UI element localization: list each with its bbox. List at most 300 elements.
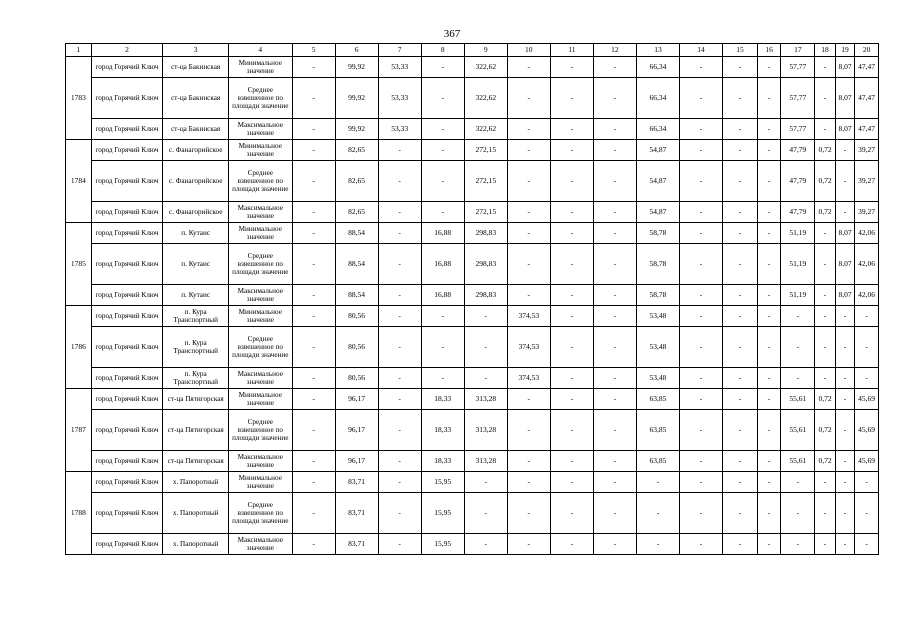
value-cell: 272,15: [464, 202, 507, 223]
value-cell: 272,15: [464, 161, 507, 202]
row-number: 1787: [66, 389, 92, 472]
value-cell: -: [815, 534, 836, 555]
value-cell: 15,95: [421, 472, 464, 493]
value-cell: -: [835, 472, 854, 493]
settlement-cell: п. Кура Транспортный: [163, 368, 229, 389]
value-cell: 82,65: [335, 161, 378, 202]
value-cell: -: [593, 493, 636, 534]
header-row: [66, 44, 879, 57]
value-cell: -: [292, 285, 335, 306]
table-row: [66, 244, 879, 285]
value-cell: 47,47: [855, 57, 879, 78]
value-cell: -: [781, 472, 815, 493]
value-cell: -: [723, 472, 758, 493]
municipality-cell: город Горячий Ключ: [91, 306, 163, 327]
value-cell: 8,07: [835, 119, 854, 140]
value-cell: -: [757, 410, 781, 451]
value-cell: -: [679, 306, 722, 327]
value-cell: -: [757, 534, 781, 555]
row-number: 1784: [66, 140, 92, 223]
municipality-cell: город Горячий Ключ: [91, 368, 163, 389]
value-cell: -: [723, 534, 758, 555]
value-cell: -: [507, 285, 550, 306]
value-cell: -: [292, 244, 335, 285]
value-cell: 47,47: [855, 78, 879, 119]
value-cell: -: [292, 534, 335, 555]
value-cell: -: [593, 472, 636, 493]
value-cell: -: [855, 493, 879, 534]
value-cell: -: [679, 534, 722, 555]
column-header: 6: [335, 44, 378, 57]
table-row: [66, 140, 879, 161]
value-type-cell: Максимальное значение: [228, 119, 292, 140]
settlement-cell: п. Кутаис: [163, 285, 229, 306]
value-type-cell: Среднее взвешенное по площади значение: [228, 161, 292, 202]
value-cell: -: [835, 161, 854, 202]
value-cell: -: [593, 327, 636, 368]
value-cell: 80,56: [335, 327, 378, 368]
municipality-cell: город Горячий Ключ: [91, 327, 163, 368]
column-header: 3: [163, 44, 229, 57]
value-cell: -: [421, 202, 464, 223]
value-cell: 42,06: [855, 223, 879, 244]
value-cell: 0,72: [815, 410, 836, 451]
value-type-cell: Минимальное значение: [228, 57, 292, 78]
value-cell: 53,33: [378, 78, 421, 119]
value-cell: -: [507, 534, 550, 555]
value-cell: -: [757, 161, 781, 202]
table-row: [66, 57, 879, 78]
municipality-cell: город Горячий Ключ: [91, 140, 163, 161]
value-cell: -: [550, 140, 593, 161]
value-cell: -: [593, 306, 636, 327]
municipality-cell: город Горячий Ключ: [91, 389, 163, 410]
value-cell: -: [507, 140, 550, 161]
value-cell: 82,65: [335, 140, 378, 161]
value-cell: -: [593, 119, 636, 140]
value-cell: 88,54: [335, 285, 378, 306]
value-cell: -: [464, 368, 507, 389]
value-cell: 88,54: [335, 244, 378, 285]
value-cell: -: [636, 534, 679, 555]
settlement-cell: п. Кутаис: [163, 223, 229, 244]
table-row: [66, 410, 879, 451]
value-cell: 63,85: [636, 389, 679, 410]
value-cell: 0,72: [815, 161, 836, 202]
value-cell: -: [855, 534, 879, 555]
municipality-cell: город Горячий Ключ: [91, 451, 163, 472]
value-cell: -: [723, 410, 758, 451]
value-cell: -: [723, 223, 758, 244]
value-cell: -: [815, 306, 836, 327]
value-cell: -: [815, 472, 836, 493]
value-cell: -: [835, 368, 854, 389]
value-cell: -: [421, 140, 464, 161]
value-type-cell: Минимальное значение: [228, 472, 292, 493]
value-cell: -: [679, 244, 722, 285]
value-cell: -: [292, 161, 335, 202]
value-cell: 55,61: [781, 451, 815, 472]
value-cell: -: [679, 493, 722, 534]
value-cell: 63,85: [636, 451, 679, 472]
value-cell: -: [757, 327, 781, 368]
value-cell: 83,71: [335, 534, 378, 555]
value-cell: 15,95: [421, 534, 464, 555]
value-cell: 66,34: [636, 119, 679, 140]
value-cell: 45,69: [855, 389, 879, 410]
value-cell: -: [835, 202, 854, 223]
value-cell: -: [723, 306, 758, 327]
value-cell: -: [815, 368, 836, 389]
value-cell: 374,53: [507, 306, 550, 327]
value-cell: -: [723, 493, 758, 534]
value-cell: 57,77: [781, 78, 815, 119]
value-cell: 16,88: [421, 223, 464, 244]
value-cell: 0,72: [815, 202, 836, 223]
value-cell: -: [679, 451, 722, 472]
settlement-cell: ст-ца Пятигорская: [163, 410, 229, 451]
value-cell: -: [757, 493, 781, 534]
value-cell: -: [679, 410, 722, 451]
value-cell: 96,17: [335, 410, 378, 451]
value-cell: 53,48: [636, 368, 679, 389]
value-cell: 47,47: [855, 119, 879, 140]
value-cell: -: [378, 202, 421, 223]
table-row: [66, 161, 879, 202]
value-cell: -: [781, 368, 815, 389]
data-table: [65, 43, 879, 555]
value-cell: 63,85: [636, 410, 679, 451]
value-cell: -: [550, 534, 593, 555]
value-cell: -: [421, 368, 464, 389]
value-cell: -: [855, 306, 879, 327]
municipality-cell: город Горячий Ключ: [91, 57, 163, 78]
value-cell: -: [292, 493, 335, 534]
column-header: 5: [292, 44, 335, 57]
column-header: 8: [421, 44, 464, 57]
value-cell: -: [507, 451, 550, 472]
value-cell: 51,19: [781, 223, 815, 244]
value-cell: 18,33: [421, 451, 464, 472]
municipality-cell: город Горячий Ключ: [91, 410, 163, 451]
value-cell: -: [679, 223, 722, 244]
value-cell: -: [593, 202, 636, 223]
value-cell: -: [378, 306, 421, 327]
value-cell: -: [815, 78, 836, 119]
value-cell: 313,28: [464, 410, 507, 451]
value-cell: -: [815, 57, 836, 78]
value-cell: 47,79: [781, 202, 815, 223]
value-cell: -: [464, 472, 507, 493]
value-cell: -: [679, 368, 722, 389]
value-cell: -: [757, 223, 781, 244]
value-cell: -: [636, 472, 679, 493]
table-row: [66, 119, 879, 140]
value-type-cell: Минимальное значение: [228, 389, 292, 410]
value-cell: -: [593, 57, 636, 78]
value-cell: -: [855, 368, 879, 389]
value-cell: 0,72: [815, 389, 836, 410]
column-header: 2: [91, 44, 163, 57]
settlement-cell: п. Кура Транспортный: [163, 306, 229, 327]
value-cell: -: [507, 202, 550, 223]
value-cell: 54,87: [636, 161, 679, 202]
row-number: 1783: [66, 57, 92, 140]
settlement-cell: ст-ца Бакинская: [163, 57, 229, 78]
column-header: 12: [593, 44, 636, 57]
value-cell: -: [550, 223, 593, 244]
value-cell: 313,28: [464, 389, 507, 410]
value-cell: 0,72: [815, 140, 836, 161]
value-type-cell: Минимальное значение: [228, 223, 292, 244]
value-cell: -: [593, 244, 636, 285]
value-cell: 322,62: [464, 78, 507, 119]
value-cell: -: [815, 327, 836, 368]
value-cell: 55,61: [781, 410, 815, 451]
value-cell: -: [550, 244, 593, 285]
column-header: 1: [66, 44, 92, 57]
value-cell: 57,77: [781, 119, 815, 140]
value-cell: -: [550, 78, 593, 119]
value-cell: -: [815, 119, 836, 140]
municipality-cell: город Горячий Ключ: [91, 119, 163, 140]
value-cell: -: [679, 327, 722, 368]
value-cell: -: [781, 327, 815, 368]
column-header: 10: [507, 44, 550, 57]
value-cell: 53,48: [636, 327, 679, 368]
value-cell: -: [550, 410, 593, 451]
value-cell: -: [593, 389, 636, 410]
value-type-cell: Среднее взвешенное по площади значение: [228, 78, 292, 119]
value-cell: -: [421, 306, 464, 327]
value-cell: -: [679, 140, 722, 161]
row-number: 1785: [66, 223, 92, 306]
value-cell: -: [378, 534, 421, 555]
value-cell: -: [815, 223, 836, 244]
value-cell: 83,71: [335, 493, 378, 534]
value-cell: 57,77: [781, 57, 815, 78]
value-cell: -: [550, 493, 593, 534]
value-cell: -: [723, 161, 758, 202]
value-cell: 45,69: [855, 451, 879, 472]
value-cell: 53,33: [378, 119, 421, 140]
value-cell: -: [507, 223, 550, 244]
settlement-cell: с. Фанагорийское: [163, 202, 229, 223]
column-header: 16: [757, 44, 781, 57]
value-cell: 54,87: [636, 202, 679, 223]
value-cell: -: [550, 451, 593, 472]
value-type-cell: Максимальное значение: [228, 202, 292, 223]
value-cell: -: [292, 389, 335, 410]
value-cell: 0,72: [815, 451, 836, 472]
value-cell: -: [507, 78, 550, 119]
value-cell: 18,33: [421, 410, 464, 451]
value-cell: -: [757, 472, 781, 493]
value-type-cell: Среднее взвешенное по площади значение: [228, 410, 292, 451]
value-cell: -: [378, 285, 421, 306]
value-cell: -: [757, 78, 781, 119]
value-cell: -: [292, 202, 335, 223]
value-cell: -: [378, 244, 421, 285]
value-cell: -: [757, 244, 781, 285]
value-cell: 8,07: [835, 244, 854, 285]
column-header: 4: [228, 44, 292, 57]
settlement-cell: ст-ца Пятигорская: [163, 389, 229, 410]
value-cell: 66,34: [636, 78, 679, 119]
value-type-cell: Среднее взвешенное по площади значение: [228, 493, 292, 534]
table-row: [66, 472, 879, 493]
settlement-cell: п. Кутаис: [163, 244, 229, 285]
value-cell: -: [593, 161, 636, 202]
value-cell: -: [507, 57, 550, 78]
value-cell: -: [757, 368, 781, 389]
municipality-cell: город Горячий Ключ: [91, 223, 163, 244]
column-header: 17: [781, 44, 815, 57]
value-cell: -: [292, 368, 335, 389]
value-cell: -: [781, 534, 815, 555]
value-cell: 15,95: [421, 493, 464, 534]
value-cell: -: [550, 368, 593, 389]
value-cell: -: [593, 534, 636, 555]
value-cell: -: [781, 493, 815, 534]
municipality-cell: город Горячий Ключ: [91, 78, 163, 119]
value-cell: 322,62: [464, 57, 507, 78]
value-cell: 99,92: [335, 119, 378, 140]
value-cell: -: [378, 451, 421, 472]
value-type-cell: Максимальное значение: [228, 451, 292, 472]
value-cell: -: [550, 327, 593, 368]
value-cell: 96,17: [335, 389, 378, 410]
value-cell: -: [464, 534, 507, 555]
table-row: [66, 327, 879, 368]
municipality-cell: город Горячий Ключ: [91, 534, 163, 555]
value-type-cell: Минимальное значение: [228, 306, 292, 327]
column-header: 20: [855, 44, 879, 57]
value-cell: -: [679, 389, 722, 410]
column-header: 7: [378, 44, 421, 57]
value-cell: -: [550, 285, 593, 306]
value-cell: 47,79: [781, 140, 815, 161]
value-type-cell: Минимальное значение: [228, 140, 292, 161]
value-cell: -: [815, 285, 836, 306]
value-cell: -: [593, 285, 636, 306]
value-cell: 298,83: [464, 223, 507, 244]
value-type-cell: Среднее взвешенное по площади значение: [228, 244, 292, 285]
value-cell: 39,27: [855, 161, 879, 202]
table-row: [66, 285, 879, 306]
value-cell: -: [507, 389, 550, 410]
value-cell: -: [679, 202, 722, 223]
value-cell: -: [723, 57, 758, 78]
settlement-cell: с. Фанагорийское: [163, 161, 229, 202]
municipality-cell: город Горячий Ключ: [91, 244, 163, 285]
value-cell: 53,33: [378, 57, 421, 78]
value-cell: -: [593, 223, 636, 244]
value-cell: -: [815, 244, 836, 285]
value-cell: -: [757, 57, 781, 78]
column-header: 15: [723, 44, 758, 57]
value-cell: -: [421, 57, 464, 78]
value-cell: 66,34: [636, 57, 679, 78]
column-header: 19: [835, 44, 854, 57]
value-cell: -: [507, 119, 550, 140]
value-cell: -: [593, 78, 636, 119]
value-cell: 8,07: [835, 57, 854, 78]
value-cell: -: [550, 389, 593, 410]
value-cell: 99,92: [335, 57, 378, 78]
value-cell: -: [679, 472, 722, 493]
value-cell: -: [855, 472, 879, 493]
settlement-cell: х. Папоротный: [163, 472, 229, 493]
value-cell: 96,17: [335, 451, 378, 472]
value-cell: 322,62: [464, 119, 507, 140]
value-cell: -: [550, 202, 593, 223]
value-cell: -: [835, 534, 854, 555]
value-cell: -: [723, 451, 758, 472]
value-cell: -: [757, 119, 781, 140]
value-cell: 58,78: [636, 223, 679, 244]
value-cell: -: [378, 327, 421, 368]
value-cell: 54,87: [636, 140, 679, 161]
column-header: 18: [815, 44, 836, 57]
value-cell: 8,07: [835, 78, 854, 119]
value-cell: 82,65: [335, 202, 378, 223]
value-cell: -: [378, 493, 421, 534]
value-cell: -: [421, 161, 464, 202]
value-cell: 53,48: [636, 306, 679, 327]
value-cell: 39,27: [855, 140, 879, 161]
value-cell: 8,07: [835, 285, 854, 306]
value-cell: -: [835, 327, 854, 368]
table-row: [66, 202, 879, 223]
value-cell: -: [507, 493, 550, 534]
page-number: 367: [443, 28, 461, 40]
value-cell: -: [723, 140, 758, 161]
value-cell: 80,56: [335, 368, 378, 389]
row-number: 1786: [66, 306, 92, 389]
value-cell: -: [835, 493, 854, 534]
value-cell: 272,15: [464, 140, 507, 161]
value-cell: 45,69: [855, 410, 879, 451]
value-cell: -: [679, 57, 722, 78]
value-cell: -: [757, 285, 781, 306]
value-cell: -: [679, 285, 722, 306]
value-cell: 58,78: [636, 285, 679, 306]
value-cell: -: [421, 119, 464, 140]
value-cell: -: [636, 493, 679, 534]
value-cell: -: [593, 410, 636, 451]
table-row: [66, 493, 879, 534]
value-cell: -: [507, 244, 550, 285]
table-row: [66, 78, 879, 119]
value-cell: -: [757, 202, 781, 223]
value-cell: -: [292, 223, 335, 244]
settlement-cell: х. Папоротный: [163, 534, 229, 555]
value-cell: 47,79: [781, 161, 815, 202]
value-cell: -: [550, 306, 593, 327]
value-cell: -: [421, 327, 464, 368]
value-cell: -: [723, 368, 758, 389]
value-cell: 88,54: [335, 223, 378, 244]
value-cell: 51,19: [781, 285, 815, 306]
settlement-cell: ст-ца Бакинская: [163, 78, 229, 119]
value-cell: 99,92: [335, 78, 378, 119]
value-cell: -: [378, 223, 421, 244]
value-cell: -: [781, 306, 815, 327]
column-header: 13: [636, 44, 679, 57]
value-cell: -: [855, 327, 879, 368]
value-cell: -: [421, 78, 464, 119]
